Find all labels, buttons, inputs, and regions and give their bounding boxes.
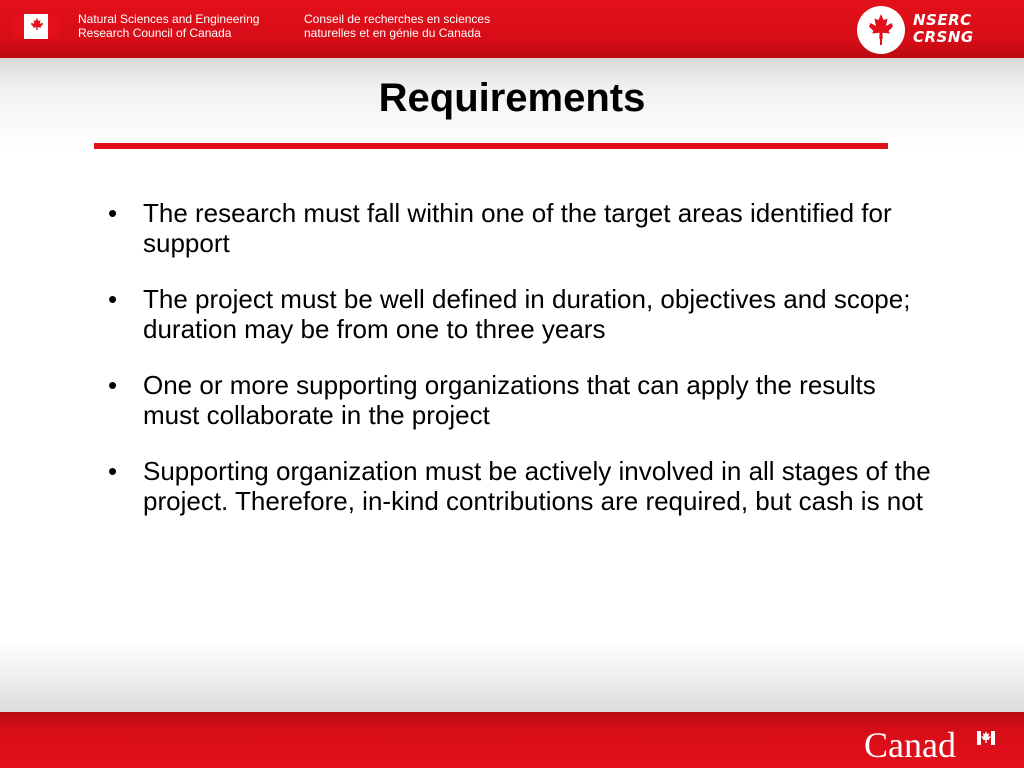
header-bar [0,0,1024,58]
org-fr-line-2: naturelles et en génie du Canada [304,26,481,40]
bullet-text: The research must fall within one of the target areas identified for support [143,198,892,258]
bullet-text: Supporting organization must be actively involved in all stages of the project. Therefore, in-kind contributions are required, but cash is not [143,456,931,516]
org-en-line-2: Research Council of Canada [78,26,232,40]
bullet-item [108,456,938,516]
bullet-item [108,370,938,430]
canada-flag-icon [13,14,59,39]
bullet-item [108,284,938,344]
organization-name-english [78,12,259,40]
logo-line-1: NSERC [913,11,972,29]
maple-leaf-icon [857,6,905,54]
bullet-glyph: • [108,456,118,486]
org-en-line-1: Natural Sciences and Engineering [78,12,260,26]
org-fr-line-1: Conseil de recherches en sciences [304,12,491,26]
bullet-glyph: • [108,284,118,314]
canada-wordmark: Canad [864,725,956,765]
canada-flag-icon [977,729,995,747]
bullet-text: The project must be well defined in duration, objectives and scope; duration may be from one to three years [143,284,911,344]
title-divider [94,143,888,149]
bullet-glyph: • [108,370,118,400]
bullet-list [108,198,938,542]
organization-name-french [304,12,490,40]
bullet-glyph: • [108,198,118,228]
logo-line-2: CRSNG [913,28,974,46]
slide-title: Requirements [378,76,646,120]
bullet-text: One or more supporting organizations that can apply the results must collaborate in the project [143,370,876,430]
footer-gradient [0,640,1024,712]
bullet-item [108,198,938,258]
nserc-logo-text [913,12,974,46]
